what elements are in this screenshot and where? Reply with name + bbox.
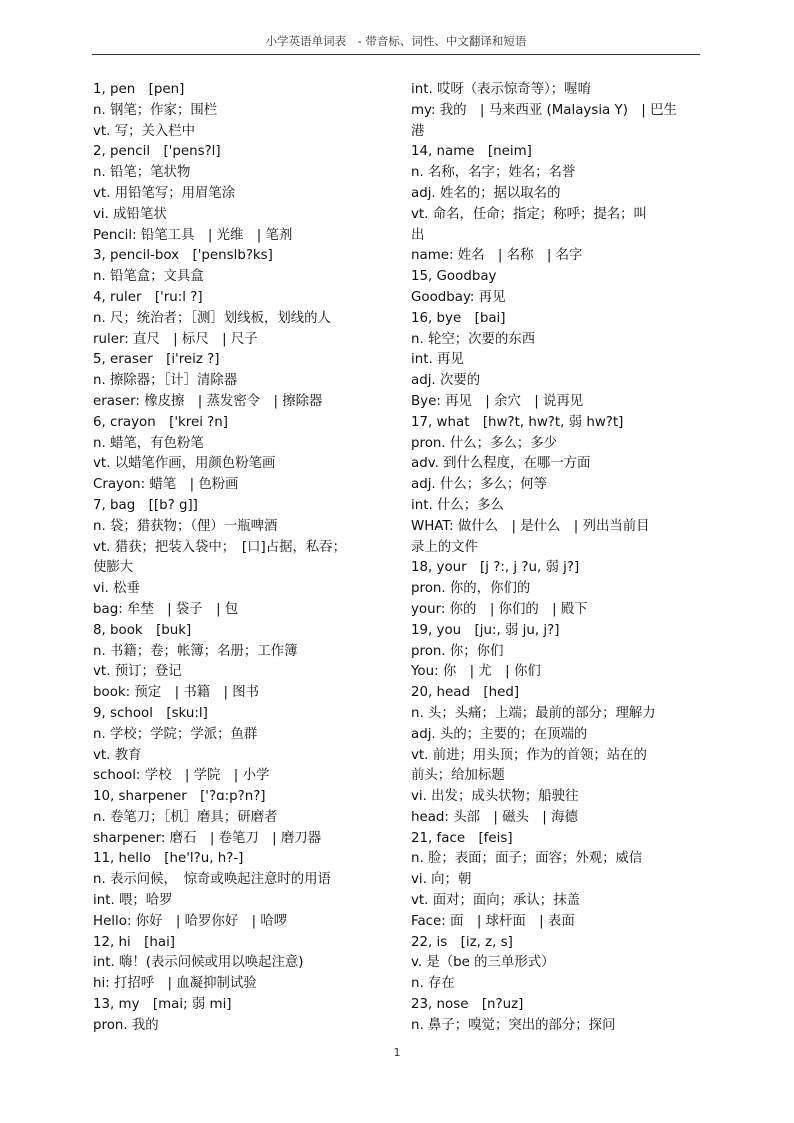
- entry-line: 18, your [j ?:, j ?u, 弱 j?]: [411, 560, 580, 576]
- entry-line: n. 铅笔；笔状物: [93, 165, 191, 181]
- entry-line: 15, Goodbay: [411, 269, 497, 285]
- entry-line: 1, pen [pen]: [93, 82, 185, 97]
- entry-line: adj. 什么；多么；何等: [411, 477, 548, 493]
- entry-line: book: 预定 | 书籍 | 图书: [93, 685, 260, 701]
- entry-line: n. 表示问候， 惊奇或唤起注意时的用语: [93, 872, 331, 888]
- entry-line: 9, school [sku:l]: [93, 705, 208, 721]
- entry-line: vt. 前进；用头顶；作为的首领；站在的: [411, 747, 647, 763]
- entry-line: adv. 到什么程度，在哪一方面: [411, 456, 591, 472]
- entry-line: 出: [411, 227, 425, 243]
- entry-line: Crayon: 蜡笔 | 色粉画: [93, 477, 239, 493]
- entry-line: vi. 成铅笔状: [93, 206, 167, 222]
- entry-line: n. 书籍；卷；帐簿；名册；工作簿: [93, 643, 298, 659]
- entry-line: n. 擦除器；［计］清除器: [93, 373, 238, 389]
- entry-line: int. 嗨！(表示问候或用以唤起注意): [93, 955, 304, 971]
- entry-line: sharpener: 磨石 | 卷笔刀 | 磨刀器: [93, 830, 322, 846]
- entry-line: n. 蜡笔，有色粉笔: [93, 435, 204, 451]
- entry-line: vt. 面对；面向；承认；抹盖: [411, 893, 580, 909]
- entry-line: 使膨大: [93, 560, 134, 576]
- entry-line: n. 脸；表面；面子；面容；外观；威信: [411, 851, 643, 867]
- entry-line: 港: [411, 123, 425, 139]
- page-number: 1: [393, 1046, 401, 1059]
- entry-line: 17, what [hw?t, hw?t, 弱 hw?t]: [411, 414, 624, 430]
- entry-line: Hello: 你好 | 哈罗你好 | 哈啰: [93, 913, 288, 929]
- entry-line: your: 你的 | 你们的 | 殿下: [411, 601, 588, 617]
- entry-line: n. 铅笔盒；文具盒: [93, 269, 204, 285]
- entry-line: vt. 用铅笔写；用眉笔涂: [93, 185, 236, 201]
- entry-line: int. 再见: [411, 352, 464, 368]
- entry-line: vt. 预订；登记: [93, 664, 182, 680]
- entry-line: 16, bye [bai]: [411, 310, 506, 326]
- entry-line: vt. 以蜡笔作画，用颜色粉笔画: [93, 456, 276, 472]
- entry-line: 3, pencil-box ['penslb?ks]: [93, 248, 273, 264]
- entry-line: Goodbay: 再见: [411, 289, 506, 305]
- entry-line: pron. 你的，你们的: [411, 581, 531, 597]
- entry-line: You: 你 | 尤 | 你们: [411, 664, 541, 680]
- entry-line: 4, ruler ['ru:l ?]: [93, 289, 203, 305]
- entry-line: vi. 松垂: [93, 581, 140, 597]
- entry-line: n. 卷笔刀；［机］磨具；研磨者: [93, 809, 278, 825]
- entry-line: n. 鼻子；嗅觉；突出的部分；探问: [411, 1017, 616, 1033]
- entry-line: eraser: 橡皮擦 | 蒸发密令 | 擦除器: [93, 393, 323, 409]
- entry-line: 11, hello [he'l?u, h?-]: [93, 851, 244, 867]
- entry-line: Face: 面 | 球杆面 | 表面: [411, 913, 575, 929]
- entry-line: pron. 你；你们: [411, 643, 504, 659]
- entry-line: 20, head [hed]: [411, 685, 520, 701]
- entry-line: 8, book [buk]: [93, 622, 192, 638]
- entry-line: vi. 向；朝: [411, 872, 472, 888]
- entry-line: 14, name [neim]: [411, 144, 532, 160]
- entry-line: vt. 猎获；把装入袋中； [口]占据，私吞；: [93, 539, 347, 555]
- entry-line: 7, bag [[b? g]]: [93, 497, 198, 513]
- entry-line: ruler: 直尺 | 标尺 | 尺子: [93, 331, 258, 347]
- entry-line: school: 学校 | 学院 | 小学: [93, 768, 270, 784]
- entry-line: 5, eraser [i'reiz ?]: [93, 352, 220, 368]
- entry-line: int. 哎呀（表示惊奇等）；喔唷: [411, 82, 591, 97]
- entry-line: 22, is [iz, z, s]: [411, 934, 513, 950]
- entry-line: adj. 头的；主要的；在顶端的: [411, 726, 588, 742]
- entry-line: n. 学校；学院；学派；鱼群: [93, 726, 258, 742]
- entry-line: n. 钢笔；作家；围栏: [93, 102, 218, 118]
- entry-line: n. 名称，名字；姓名；名誉: [411, 165, 576, 181]
- entry-line: pron. 我的: [93, 1017, 159, 1033]
- right-column: [411, 80, 701, 1037]
- entry-line: hi: 打招呼 | 血凝抑制试验: [93, 976, 257, 992]
- entry-line: vt. 教育: [93, 747, 142, 763]
- entry-line: head: 头部 | 磁头 | 海德: [411, 809, 578, 825]
- entry-line: n. 尺；统治者；［测］划线板，划线的人: [93, 310, 331, 326]
- entry-line: 13, my [mai; 弱 mi]: [93, 997, 232, 1013]
- entry-line: Pencil: 铅笔工具 | 光维 | 笔剂: [93, 227, 293, 243]
- entry-line: 12, hi [hai]: [93, 934, 176, 950]
- page-header: [92, 30, 700, 55]
- entry-line: n. 轮空；次要的东西: [411, 331, 536, 347]
- entry-line: 10, sharpener ['?ɑ:p?n?]: [93, 789, 266, 805]
- entry-line: vi. 出发；成头状物；船驶往: [411, 789, 579, 805]
- entry-line: bag: 牟埜 | 袋子 | 包: [93, 601, 239, 617]
- header-title: 小学英语单词表 - 带音标、词性、中文翻译和短语: [265, 34, 527, 48]
- entry-line: 前头；给加标题: [411, 768, 505, 784]
- entry-line: n. 袋；猎获物；（俚）一瓶啤酒: [93, 518, 278, 534]
- entry-line: 6, crayon ['krei ?n]: [93, 414, 229, 430]
- entry-line: 23, nose [n?uz]: [411, 997, 524, 1013]
- entry-line: int. 什么；多么: [411, 497, 504, 513]
- entry-line: WHAT: 做什么 | 是什么 | 列出当前目: [411, 518, 650, 534]
- entry-line: 录上的文件: [411, 539, 478, 555]
- entry-line: name: 姓名 | 名称 | 名字: [411, 248, 583, 264]
- left-column: [93, 80, 393, 1037]
- entry-line: 19, you [ju:, 弱 ju, j?]: [411, 622, 560, 638]
- entry-line: n. 头；头痛；上端；最前的部分；理解力: [411, 705, 656, 721]
- entry-line: Bye: 再见 | 余穴 | 说再见: [411, 393, 584, 409]
- entry-line: adj. 次要的: [411, 373, 481, 389]
- entry-line: n. 存在: [411, 976, 455, 992]
- entry-line: 2, pencil ['pens?l]: [93, 144, 221, 160]
- entry-line: vt. 命名，任命；指定；称呼；提名；叫: [411, 206, 647, 222]
- entry-line: adj. 姓名的；据以取名的: [411, 185, 561, 201]
- entry-line: pron. 什么；多么；多少: [411, 435, 558, 451]
- entry-line: v. 是（be 的三单形式）: [411, 955, 555, 971]
- entry-line: 21, face [feis]: [411, 830, 513, 846]
- entry-line: vt. 写；关入栏中: [93, 123, 196, 139]
- entry-line: my: 我的 | 马来西亚 (Malaysia Y) | 巴生: [411, 102, 677, 118]
- entry-line: int. 喂；哈罗: [93, 893, 173, 909]
